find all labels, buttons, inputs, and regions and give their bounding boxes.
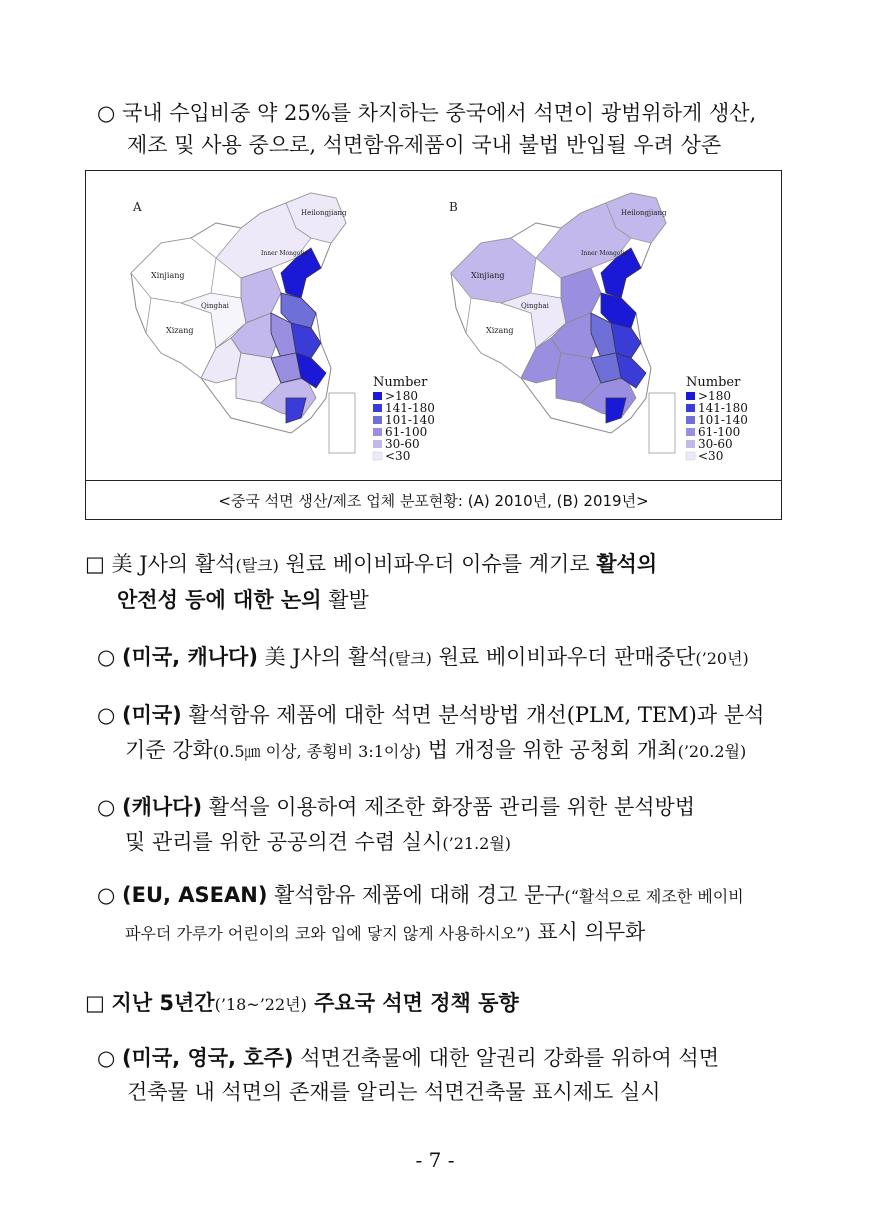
b3-line2 [125, 827, 511, 859]
svg-text:141-180: 141-180 [698, 401, 748, 415]
b4-text1: 활석함유 제품에 대해 경고 문구 [267, 883, 565, 907]
b3-text2: 및 관리를 위한 공공의견 수렴 실시 [125, 830, 443, 854]
region-label-xinjiang-b: Xinjiang [471, 271, 505, 280]
figure-caption-text: <중국 석면 생산/제조 업체 분포현황: (A) 2010년, (B) 2019년> [218, 491, 649, 510]
s2-small: (’18~’22년) [214, 995, 307, 1014]
b1-small: (탈크) [388, 649, 432, 668]
svg-text:<30: <30 [698, 449, 724, 463]
region-label-xizang-b: Xizang [486, 326, 514, 335]
b1-tail: (’20년) [695, 649, 749, 668]
b4-bold: (EU, ASEAN) [122, 883, 268, 907]
svg-text:>180: >180 [385, 389, 418, 403]
b2-line2 [125, 735, 746, 767]
b2-line1 [97, 700, 764, 730]
b4-small2: 파우더 가루가 어린이의 코와 입에 닿지 않게 사용하시오”) [125, 924, 531, 943]
b1-bold: (미국, 캐나다) [122, 645, 258, 669]
region-label-xizang-a: Xizang [166, 326, 194, 335]
s2-bold-b: 주요국 석면 정책 동향 [306, 991, 519, 1015]
inset-b [649, 393, 675, 453]
inset-a [329, 393, 355, 453]
region-label-qinghai-a: Qinghai [201, 302, 229, 310]
b1-text-a: 美 J사의 활석 [257, 645, 389, 669]
legend-b [686, 375, 748, 463]
svg-text:61-100: 61-100 [698, 425, 741, 439]
s1-text-small: (탈크) [235, 556, 279, 575]
b2-small: (0.5㎛ 이상, 종횡비 3:1이상) [212, 742, 422, 761]
b5-line1 [97, 1043, 719, 1073]
figure-caption [86, 480, 781, 519]
svg-text:141-180: 141-180 [385, 401, 435, 415]
s2-bold-a: 지난 5년간 [111, 991, 215, 1015]
b5-text1: 석면건축물에 대한 알권리 강화를 위하여 석면 [293, 1046, 719, 1070]
bullet: ○ [97, 101, 116, 125]
box-bullet: □ [85, 991, 105, 1015]
s1-text-d: 활발 [321, 588, 369, 612]
region-label-xinjiang-a: Xinjiang [151, 271, 185, 280]
region-label-heilongjiang-a: Heilongjiang [301, 209, 347, 217]
region-label-qinghai-b: Qinghai [521, 302, 549, 310]
svg-text:30-60: 30-60 [385, 437, 420, 451]
b4-line1 [97, 880, 744, 912]
b4-line2 [125, 917, 645, 949]
svg-text:Number: Number [686, 375, 741, 390]
s1-line1 [85, 549, 657, 581]
svg-text:>180: >180 [698, 389, 731, 403]
map-b [449, 193, 748, 463]
region-label-inner-mongolia-a: Inner Mongolia [261, 250, 308, 257]
b4-text2: 표시 의무화 [530, 920, 646, 944]
svg-text:<30: <30 [385, 449, 411, 463]
bullet: ○ [97, 883, 116, 907]
b2-text1: 활석함유 제품에 대한 석면 분석방법 개선(PLM, TEM)과 분석 [181, 703, 765, 727]
b5-line2 [127, 1077, 661, 1107]
b3-tail: (’21.2월) [442, 834, 512, 853]
bullet: ○ [97, 795, 116, 819]
panel-b-label: B [449, 200, 458, 214]
svg-text:30-60: 30-60 [698, 437, 733, 451]
p1-line2 [127, 130, 721, 160]
s1-bold-1: 활석의 [596, 552, 658, 576]
svg-text:101-140: 101-140 [698, 413, 748, 427]
p1-text2: 제조 및 사용 중으로, 석면함유제품이 국내 불법 반입될 우려 상존 [127, 133, 722, 157]
b2-tail: (’20.2월) [677, 742, 747, 761]
s1-text-c: 원료 베이비파우더 이슈를 계기로 [278, 552, 597, 576]
map-a [131, 193, 435, 463]
s1-text-a: 美 J사의 활석 [111, 552, 236, 576]
p1-text1: 국내 수입비중 약 25%를 차지하는 중국에서 석면이 광범위하게 생산, [122, 101, 757, 125]
svg-text:61-100: 61-100 [385, 425, 428, 439]
page-number: - 7 - [415, 1148, 455, 1172]
b5-bold: (미국, 영국, 호주) [122, 1046, 294, 1070]
b4-small1: (“활석으로 제조한 베이비 [564, 887, 744, 906]
b1-line [97, 642, 749, 674]
china-maps [86, 171, 780, 481]
b3-text1: 활석을 이용하여 제조한 화장품 관리를 위한 분석방법 [202, 795, 696, 819]
b2-text2a: 기준 강화 [125, 738, 213, 762]
b3-line1 [97, 792, 695, 822]
b3-bold: (캐나다) [122, 795, 203, 819]
b2-text2b: 법 개정을 위한 공청회 개최 [421, 738, 678, 762]
b2-bold: (미국) [122, 703, 182, 727]
box-bullet: □ [85, 552, 105, 576]
s2-line [85, 988, 519, 1020]
b5-text2: 건축물 내 석면의 존재를 알리는 석면건축물 표시제도 실시 [127, 1080, 661, 1104]
svg-text:101-140: 101-140 [385, 413, 435, 427]
svg-text:Number: Number [373, 375, 428, 390]
bullet: ○ [97, 703, 116, 727]
b1-text-b: 원료 베이비파우더 판매중단 [431, 645, 696, 669]
p1-line1 [97, 98, 756, 128]
region-label-heilongjiang-b: Heilongjiang [621, 209, 667, 217]
bullet: ○ [97, 645, 116, 669]
s1-line2 [117, 585, 369, 615]
legend-a [373, 375, 435, 463]
region-label-inner-mongolia-b: Inner Mongolia [581, 250, 628, 257]
s1-bold-2: 안전성 등에 대한 논의 [117, 588, 322, 612]
panel-a-label: A [133, 200, 142, 214]
figure-box [85, 170, 782, 520]
bullet: ○ [97, 1046, 116, 1070]
